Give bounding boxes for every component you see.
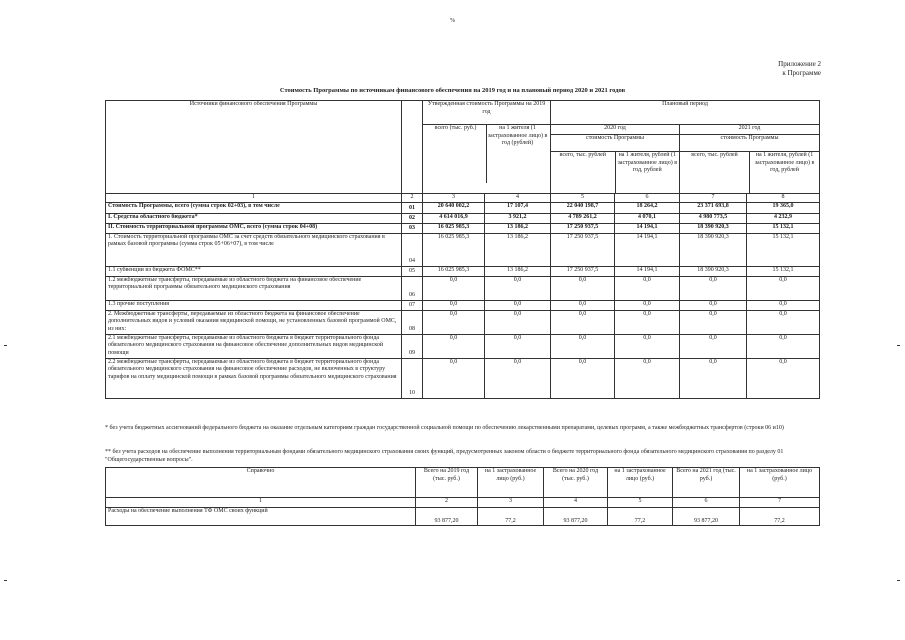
table-row xyxy=(106,358,820,398)
row-value: 0,0 xyxy=(680,334,747,358)
row-label: 1. Стоимость территориальной программы ОМС за счет средств обязательного медицинского страхования в рамках базовой программы (сумма строк 05+06+07), в том числе xyxy=(106,233,402,266)
col-number: 1 xyxy=(106,194,402,203)
row-value: 14 194,1 xyxy=(615,266,680,276)
header-cost-2020: стоимость Программы xyxy=(551,135,679,152)
col-number: 2 xyxy=(402,194,423,203)
ref-col-number: 6 xyxy=(673,498,740,508)
ref-col-number: 4 xyxy=(544,498,608,508)
cost-table-body xyxy=(106,202,820,398)
row-code: 09 xyxy=(402,334,423,358)
row-value: 0,0 xyxy=(423,300,485,310)
row-value: 0,0 xyxy=(747,300,820,310)
row-code: 08 xyxy=(402,310,423,334)
row-value: 0,0 xyxy=(747,358,820,398)
table-row xyxy=(106,223,820,233)
scan-mark xyxy=(897,345,900,346)
row-value: 17 107,4 xyxy=(485,202,551,213)
row-label: Стоимость Программы, всего (сумма строк 02+03), в том числе xyxy=(106,202,402,213)
row-value: 0,0 xyxy=(485,300,551,310)
ref-value: 93 877,20 xyxy=(544,508,608,526)
ref-header: Всего на 2019 год (тыс. руб.) xyxy=(416,468,478,498)
ref-row-label: Расходы на обеспечение выполнения ТФ ОМС своих функций xyxy=(106,508,416,526)
ref-header: Справочно xyxy=(106,468,416,498)
col-number: 4 xyxy=(485,194,551,203)
row-value: 14 194,1 xyxy=(615,223,680,233)
row-value: 0,0 xyxy=(485,334,551,358)
ref-col-number: 2 xyxy=(416,498,478,508)
col-number: 6 xyxy=(615,194,680,203)
row-value: 0,0 xyxy=(615,276,680,300)
table-row xyxy=(106,266,820,276)
row-value: 3 921,2 xyxy=(485,213,551,223)
row-label: 1.3 прочие поступления xyxy=(106,300,402,310)
header-per-2021: на 1 жителя, рублей (1 застрахованное лицо) в год, рублей xyxy=(754,152,815,173)
ref-header: Всего на 2020 год (тыс. руб.) xyxy=(544,468,608,498)
header-approved: Утвержденная стоимость Программы на 2019 год xyxy=(423,101,551,125)
header-total-2020: всего, тыс. рублей xyxy=(551,152,616,193)
row-value: 0,0 xyxy=(551,276,615,300)
row-value: 4 614 016,9 xyxy=(423,213,485,223)
ref-value: 77,2 xyxy=(740,508,820,526)
row-code: 06 xyxy=(402,276,423,300)
row-value: 0,0 xyxy=(423,276,485,300)
row-value: 0,0 xyxy=(747,310,820,334)
row-label: 2. Межбюджетные трансферты, передаваемые из областного бюджета на финансовое обеспечение дополнительных видов и условий оказания медицинской помощи, не установленных базовой программой ОМС, из них: xyxy=(106,310,402,334)
row-label: 1.2 межбюджетные трансферты, передаваемые из областного бюджета на финансовое обеспечение территориальной программы обязательного медицинского страхования xyxy=(106,276,402,300)
col-number: 3 xyxy=(423,194,485,203)
row-value: 13 186,2 xyxy=(485,266,551,276)
header-per-insured: на 1 жителя (1 застрахованное лицо) в год (рублей) xyxy=(487,125,548,146)
row-value: 0,0 xyxy=(615,300,680,310)
row-code: 01 xyxy=(402,202,423,213)
header-2021: 2021 год xyxy=(680,125,820,135)
table-row xyxy=(106,213,820,223)
header-approved-columns xyxy=(423,125,551,194)
ref-col-number: 3 xyxy=(478,498,544,508)
col-number: 8 xyxy=(747,194,820,203)
ref-col-number: 5 xyxy=(608,498,673,508)
row-label: II. Стоимость территориальной программы ОМС, всего (сумма строк 04+08) xyxy=(106,223,402,233)
row-value: 18 264,2 xyxy=(615,202,680,213)
row-value: 20 640 002,2 xyxy=(423,202,485,213)
header-2020: 2020 год xyxy=(551,125,680,135)
row-value: 0,0 xyxy=(747,276,820,300)
ref-header: Всего на 2021 год (тыс. руб.) xyxy=(673,468,740,498)
header-code xyxy=(402,101,423,194)
row-value: 13 186,2 xyxy=(485,233,551,266)
appendix-line-1: Приложение 2 xyxy=(778,60,821,68)
table-row xyxy=(106,310,820,334)
row-value: 22 040 198,7 xyxy=(551,202,615,213)
row-value: 23 371 693,8 xyxy=(680,202,747,213)
ref-header: на 1 застрахованное лицо (руб.) xyxy=(478,468,544,498)
ref-col-number: 7 xyxy=(740,498,820,508)
ref-header: на 1 застрахованное лицо (руб.) xyxy=(608,468,673,498)
row-value: 17 250 937,5 xyxy=(551,233,615,266)
footnote-2: ** без учета расходов на обеспечение выполнения территориальным фондами обязательного медицинского страхования своих функций, предусмотренных законом области о бюджете территориального фонда обязательного медицинского страхования по разделу 01 "Общегосударственные вопросы". xyxy=(105,449,784,463)
row-label: 2.2 межбюджетные трансферты, передаваемые из областного бюджета в бюджет территориального фонда обязательного медицинского страхования на финансовое обеспечение расходов, не включенных в структуру тарифов на оплату медицинской помощи в рамках базовой программы обязательного медицинского страхования xyxy=(106,358,402,398)
row-value: 13 186,2 xyxy=(485,223,551,233)
row-value: 15 132,1 xyxy=(747,266,820,276)
row-value: 16 025 985,3 xyxy=(423,233,485,266)
row-value: 0,0 xyxy=(423,334,485,358)
row-value: 18 390 920,3 xyxy=(680,223,747,233)
header-2021-columns xyxy=(680,135,820,194)
row-value: 17 250 937,5 xyxy=(551,223,615,233)
row-value: 0,0 xyxy=(615,358,680,398)
row-value: 4 980 773,5 xyxy=(680,213,747,223)
row-value: 16 025 985,3 xyxy=(423,266,485,276)
row-value: 18 390 920,3 xyxy=(680,233,747,266)
ref-header: на 1 застрахованное лицо (руб.) xyxy=(740,468,820,498)
row-code: 04 xyxy=(402,233,423,266)
row-value: 0,0 xyxy=(551,300,615,310)
row-value: 0,0 xyxy=(615,334,680,358)
row-value: 0,0 xyxy=(551,358,615,398)
scan-mark xyxy=(4,580,7,581)
ref-column-numbers-row xyxy=(106,498,820,508)
header-total-2021: всего, тыс. рублей xyxy=(680,152,750,193)
row-label: I. Средства областного бюджета* xyxy=(106,213,402,223)
row-value: 4 232,9 xyxy=(747,213,820,223)
row-value: 0,0 xyxy=(485,276,551,300)
row-value: 0,0 xyxy=(680,276,747,300)
ref-value: 93 877,20 xyxy=(673,508,740,526)
table-row xyxy=(106,202,820,213)
row-value: 0,0 xyxy=(423,358,485,398)
header-total: всего (тыс. руб.) xyxy=(425,125,487,183)
page-number: % xyxy=(450,18,455,24)
row-value: 18 390 920,3 xyxy=(680,266,747,276)
footnote-1: * без учета бюджетных ассигнований федерального бюджета на оказание отдельным категориям граждан государственной социальной помощи по обеспечению лекарственными препаратами, целевых программ, а также межбюджетных трансфертов (строки 06 и10) xyxy=(105,425,784,431)
row-value: 0,0 xyxy=(485,310,551,334)
row-code: 03 xyxy=(402,223,423,233)
row-value: 14 194,1 xyxy=(615,233,680,266)
row-value: 0,0 xyxy=(485,358,551,398)
row-value: 4 070,1 xyxy=(615,213,680,223)
row-code: 07 xyxy=(402,300,423,310)
row-value: 19 365,0 xyxy=(747,202,820,213)
reference-table xyxy=(105,467,820,526)
row-value: 17 250 937,5 xyxy=(551,266,615,276)
row-code: 02 xyxy=(402,213,423,223)
row-value: 0,0 xyxy=(747,334,820,358)
cost-table xyxy=(105,100,820,399)
row-value: 0,0 xyxy=(551,334,615,358)
appendix-label xyxy=(778,60,821,78)
header-cost-2021: стоимость Программы xyxy=(680,135,819,152)
row-code: 10 xyxy=(402,358,423,398)
row-value: 15 132,1 xyxy=(747,233,820,266)
row-label: 1.1 субвенции из бюджета ФОМС** xyxy=(106,266,402,276)
document-title: Стоимость Программы по источникам финансового обеспечения на 2019 год и на плановый период 2020 и 2021 годов xyxy=(279,87,626,94)
row-value: 0,0 xyxy=(680,300,747,310)
ref-value: 77,2 xyxy=(478,508,544,526)
ref-value: 93 877,20 xyxy=(416,508,478,526)
row-value: 0,0 xyxy=(680,310,747,334)
table-row xyxy=(106,233,820,266)
col-number: 5 xyxy=(551,194,615,203)
row-code: 05 xyxy=(402,266,423,276)
row-value: 15 132,1 xyxy=(747,223,820,233)
column-numbers-row xyxy=(106,194,820,203)
header-planned: Плановый период xyxy=(551,101,820,125)
row-value: 0,0 xyxy=(423,310,485,334)
scan-mark xyxy=(897,580,900,581)
ref-data-row xyxy=(106,508,820,526)
col-number: 7 xyxy=(680,194,747,203)
table-row xyxy=(106,276,820,300)
table-row xyxy=(106,334,820,358)
row-value: 16 025 985,3 xyxy=(423,223,485,233)
header-per-2020: на 1 жителя, рублей (1 застрахованное лицо) в год, рублей xyxy=(617,152,678,173)
header-sources: Источники финансового обеспечения Программы xyxy=(106,101,402,194)
ref-col-number: 1 xyxy=(106,498,416,508)
row-value: 0,0 xyxy=(680,358,747,398)
appendix-line-2: к Программе xyxy=(782,69,821,77)
row-value: 4 789 261,2 xyxy=(551,213,615,223)
scan-mark xyxy=(4,345,7,346)
ref-header-row xyxy=(106,468,820,498)
row-value: 0,0 xyxy=(551,310,615,334)
row-value: 0,0 xyxy=(615,310,680,334)
header-2020-columns xyxy=(551,135,680,194)
ref-value: 77,2 xyxy=(608,508,673,526)
table-row xyxy=(106,300,820,310)
row-label: 2.1 межбюджетные трансферты, передаваемые из областного бюджета в бюджет территориального фонда обязательного медицинского страхования на финансовое обеспечение дополнительных видов медицинской помощи xyxy=(106,334,402,358)
